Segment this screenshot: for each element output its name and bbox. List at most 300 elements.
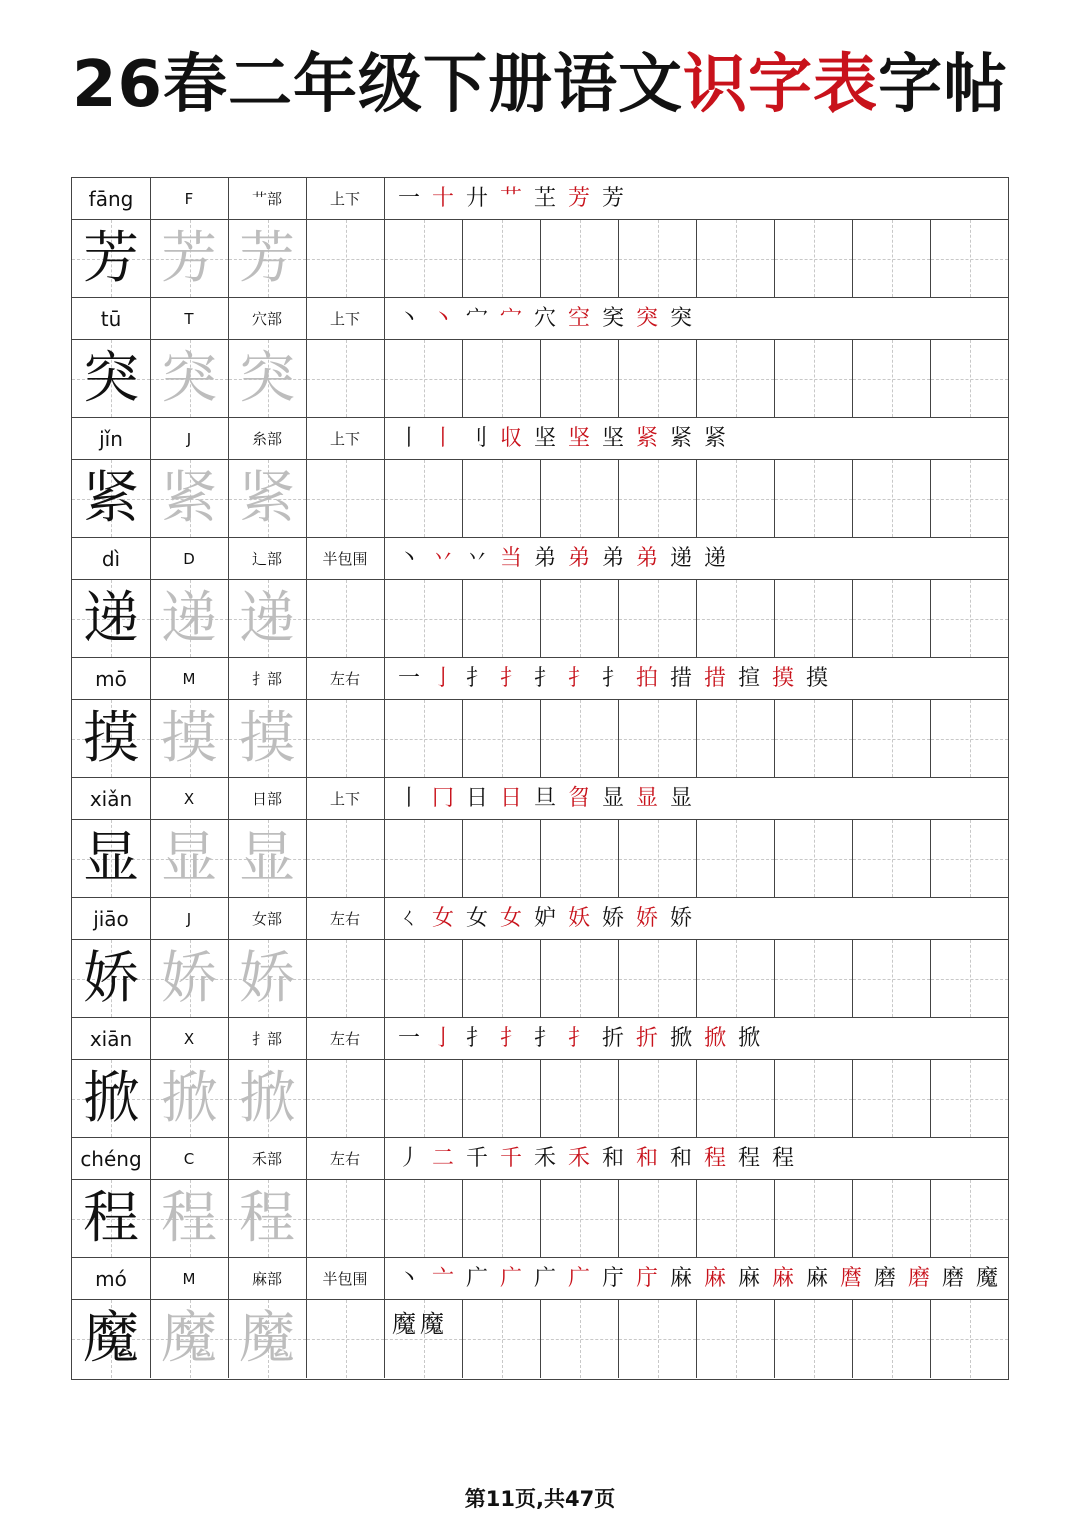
- stroke-order: [384, 1258, 1008, 1300]
- trace-character: 紧: [239, 466, 295, 531]
- practice-cell[interactable]: [696, 1060, 774, 1137]
- guide-line: [814, 1060, 815, 1137]
- stroke-step: 丶: [397, 306, 420, 331]
- practice-cell[interactable]: [462, 220, 540, 297]
- practice-cell[interactable]: [618, 700, 696, 777]
- info-row: [72, 658, 1008, 700]
- guide-line: [970, 1180, 971, 1257]
- practice-cell[interactable]: [540, 1180, 618, 1257]
- stroke-step: 千: [499, 1146, 522, 1171]
- stroke-order: [384, 658, 1008, 700]
- stroke-step: 旦: [533, 786, 556, 811]
- page-title: [0, 40, 1080, 130]
- stroke-step: 一: [397, 1026, 420, 1051]
- practice-cell[interactable]: [852, 580, 930, 657]
- pinyin-label: jiāo: [93, 907, 129, 931]
- stroke-step: 女: [465, 906, 488, 931]
- model-character: 突: [83, 346, 139, 411]
- trace-character: 掀: [161, 1066, 217, 1131]
- stroke-step: 扌: [567, 666, 590, 691]
- stroke-step: 弟: [533, 546, 556, 571]
- stroke-step: 突: [635, 306, 658, 331]
- stroke-step: 掀: [669, 1026, 692, 1051]
- guide-line: [736, 220, 737, 297]
- stroke-step: 女: [499, 906, 522, 931]
- model-character: 显: [83, 826, 139, 891]
- guide-line: [580, 580, 581, 657]
- stroke-step: 麿: [839, 1266, 862, 1291]
- guide-line: [658, 700, 659, 777]
- practice-cell[interactable]: [696, 340, 774, 417]
- stroke-step: 紧: [635, 426, 658, 451]
- practice-cell[interactable]: [930, 1180, 1008, 1257]
- practice-cell[interactable]: [306, 460, 384, 537]
- guide-line: [736, 1060, 737, 1137]
- guide-line: [736, 1180, 737, 1257]
- practice-cell[interactable]: [774, 1060, 852, 1137]
- practice-cell[interactable]: [618, 1300, 696, 1378]
- info-row: [72, 1258, 1008, 1300]
- stroke-step: 冂: [431, 786, 454, 811]
- guide-line: [814, 700, 815, 777]
- practice-grid-row: [72, 1300, 1008, 1378]
- practice-cell[interactable]: [384, 220, 462, 297]
- structure-label: 上下: [329, 790, 360, 808]
- practice-cell[interactable]: [774, 820, 852, 897]
- guide-line: [502, 940, 503, 1017]
- stroke-step: 程: [771, 1146, 794, 1171]
- practice-cell[interactable]: [618, 220, 696, 297]
- practice-cell[interactable]: [384, 820, 462, 897]
- guide-line: [892, 1060, 893, 1137]
- practice-cell[interactable]: [618, 1060, 696, 1137]
- stroke-step: 亠: [431, 1266, 454, 1291]
- practice-cell[interactable]: [462, 460, 540, 537]
- stroke-step: 庁: [635, 1266, 658, 1291]
- practice-cell[interactable]: [462, 820, 540, 897]
- practice-cell[interactable]: [774, 340, 852, 417]
- guide-line: [580, 460, 581, 537]
- guide-line: [502, 1300, 503, 1378]
- guide-line: [892, 940, 893, 1017]
- practice-cell[interactable]: [852, 1060, 930, 1137]
- practice-grid-row: [72, 1060, 1008, 1138]
- stroke-step: 亅: [431, 666, 454, 691]
- practice-cell[interactable]: [852, 340, 930, 417]
- practice-cell[interactable]: [930, 1060, 1008, 1137]
- trace-character: 突: [161, 346, 217, 411]
- guide-line: [814, 220, 815, 297]
- guide-line: [970, 220, 971, 297]
- structure-label: 左右: [329, 670, 360, 688]
- guide-line: [892, 700, 893, 777]
- structure-label: 左右: [329, 1150, 360, 1168]
- pinyin-label: xiǎn: [89, 787, 133, 811]
- page-footer: 第11页,共47页: [464, 1487, 616, 1511]
- stroke-step: 坚: [601, 426, 624, 451]
- stroke-step: 广: [567, 1266, 590, 1291]
- guide-line: [502, 1180, 503, 1257]
- stroke-step: 穾: [601, 306, 624, 331]
- guide-line: [346, 580, 347, 657]
- practice-cell[interactable]: [696, 700, 774, 777]
- practice-cell[interactable]: [930, 700, 1008, 777]
- practice-cell[interactable]: [384, 700, 462, 777]
- stroke-step: 揎: [737, 666, 760, 691]
- guide-line: [580, 940, 581, 1017]
- stroke-step: 磨: [873, 1266, 896, 1291]
- title-red: 识字表: [683, 48, 879, 122]
- stroke-order: [384, 1138, 1008, 1180]
- guide-line: [736, 700, 737, 777]
- practice-cell[interactable]: [384, 1180, 462, 1257]
- stroke-step: 折: [635, 1026, 658, 1051]
- practice-cell[interactable]: [306, 220, 384, 297]
- practice-cell[interactable]: [852, 700, 930, 777]
- stroke-order: [384, 898, 1008, 940]
- stroke-step: 麻: [805, 1266, 828, 1291]
- structure-label: 上下: [329, 310, 360, 328]
- guide-line: [814, 460, 815, 537]
- guide-line: [346, 940, 347, 1017]
- model-character: 娇: [83, 946, 139, 1011]
- practice-cell[interactable]: [306, 1180, 384, 1257]
- guide-line: [736, 580, 737, 657]
- practice-cell[interactable]: [462, 1300, 540, 1378]
- model-character: 魔: [83, 1306, 139, 1371]
- practice-sheet: [71, 177, 1009, 1380]
- guide-line: [424, 1180, 425, 1257]
- guide-line: [502, 340, 503, 417]
- practice-cell[interactable]: [462, 1180, 540, 1257]
- guide-line: [658, 580, 659, 657]
- stroke-step: 掀: [737, 1026, 760, 1051]
- stroke-step: 拍: [635, 666, 658, 691]
- stroke-step: 扌: [465, 1026, 488, 1051]
- practice-cell[interactable]: [930, 580, 1008, 657]
- guide-line: [658, 820, 659, 897]
- info-row: [72, 898, 1008, 940]
- model-character: 掀: [83, 1066, 139, 1131]
- stroke-step: 磨: [907, 1266, 930, 1291]
- stroke-step: 丨: [397, 426, 420, 451]
- radical-label: 穴部: [251, 310, 282, 328]
- guide-line: [424, 700, 425, 777]
- practice-cell[interactable]: [306, 940, 384, 1017]
- stroke-step: 紧: [703, 426, 726, 451]
- practice-cell[interactable]: [306, 820, 384, 897]
- practice-cell[interactable]: [696, 1300, 774, 1378]
- practice-cell[interactable]: [774, 580, 852, 657]
- stroke-step: 当: [499, 546, 522, 571]
- stroke-step: 二: [431, 1146, 454, 1171]
- stroke-step: 扌: [601, 666, 624, 691]
- radical-label: 麻部: [251, 1270, 282, 1288]
- info-row: [72, 298, 1008, 340]
- stroke-step: 丶: [397, 546, 420, 571]
- practice-cell[interactable]: [540, 220, 618, 297]
- practice-grid-row: [72, 460, 1008, 538]
- model-character: 紧: [83, 466, 139, 531]
- stroke-step: 显: [669, 786, 692, 811]
- practice-cell[interactable]: [384, 340, 462, 417]
- guide-line: [580, 1060, 581, 1137]
- stroke-step: 措: [669, 666, 692, 691]
- practice-cell[interactable]: [696, 220, 774, 297]
- model-character: 摸: [83, 706, 139, 771]
- stroke-step: 广: [499, 1266, 522, 1291]
- guide-line: [580, 1300, 581, 1378]
- guide-line: [424, 340, 425, 417]
- practice-cell[interactable]: [618, 1180, 696, 1257]
- stroke-step: 禾: [533, 1146, 556, 1171]
- guide-line: [502, 220, 503, 297]
- stroke-step: 和: [601, 1146, 624, 1171]
- radical-label: 扌部: [251, 670, 282, 688]
- guide-line: [346, 1300, 347, 1378]
- practice-cell[interactable]: [774, 700, 852, 777]
- practice-cell[interactable]: [540, 1060, 618, 1137]
- stroke-step: 丷: [465, 546, 488, 571]
- stroke-step: 丷: [431, 546, 454, 571]
- pinyin-label: dì: [101, 547, 121, 571]
- practice-cell[interactable]: [930, 220, 1008, 297]
- radical-label: 女部: [251, 910, 282, 928]
- practice-cell[interactable]: [462, 700, 540, 777]
- stroke-step: 芳: [601, 186, 624, 211]
- stroke-step: 宀: [465, 306, 488, 331]
- stroke-step: 丿: [397, 1146, 420, 1171]
- stroke-step: 娇: [601, 906, 624, 931]
- model-character: 程: [83, 1186, 139, 1251]
- trace-character: 娇: [161, 946, 217, 1011]
- guide-line: [970, 940, 971, 1017]
- trace-character: 突: [239, 346, 295, 411]
- info-row: [72, 1138, 1008, 1180]
- title-tail: 字帖: [878, 48, 1009, 122]
- stroke-step: 突: [669, 306, 692, 331]
- stroke-step: 日: [499, 786, 522, 811]
- stroke-step: 坚: [533, 426, 556, 451]
- stroke-step: 芏: [533, 186, 556, 211]
- practice-cell[interactable]: [618, 340, 696, 417]
- practice-cell[interactable]: [930, 820, 1008, 897]
- stroke-step: 穴: [533, 306, 556, 331]
- guide-line: [892, 1180, 893, 1257]
- trace-character: 显: [239, 826, 295, 891]
- practice-cell[interactable]: [540, 580, 618, 657]
- initial-letter: X: [183, 790, 195, 808]
- radical-label: 辶部: [251, 550, 282, 568]
- practice-cell[interactable]: [540, 940, 618, 1017]
- guide-line: [970, 1300, 971, 1378]
- guide-line: [580, 340, 581, 417]
- practice-cell[interactable]: [306, 340, 384, 417]
- practice-grid-row: [72, 220, 1008, 298]
- stroke-step: 千: [465, 1146, 488, 1171]
- info-row: [72, 1018, 1008, 1060]
- practice-cell[interactable]: [774, 220, 852, 297]
- stroke-order: [384, 178, 1008, 220]
- practice-cell[interactable]: [384, 460, 462, 537]
- practice-cell[interactable]: [696, 1180, 774, 1257]
- practice-cell[interactable]: [306, 700, 384, 777]
- practice-cell[interactable]: [930, 340, 1008, 417]
- initial-letter: X: [183, 1030, 195, 1048]
- guide-line: [502, 460, 503, 537]
- practice-cell[interactable]: [618, 820, 696, 897]
- info-row: [72, 538, 1008, 580]
- stroke-step: 扌: [567, 1026, 590, 1051]
- stroke-step: 摸: [805, 666, 828, 691]
- stroke-step: 麻: [703, 1266, 726, 1291]
- trace-character: 魔: [239, 1306, 295, 1371]
- practice-cell[interactable]: [696, 580, 774, 657]
- stroke-step: 磨: [941, 1266, 964, 1291]
- practice-cell[interactable]: [774, 940, 852, 1017]
- trace-character: 递: [161, 586, 217, 651]
- practice-cell[interactable]: [462, 580, 540, 657]
- practice-cell[interactable]: [306, 1300, 384, 1378]
- guide-line: [424, 220, 425, 297]
- guide-line: [814, 940, 815, 1017]
- trace-character: 递: [239, 586, 295, 651]
- practice-cell[interactable]: [384, 1060, 462, 1137]
- stroke-step: 掀: [703, 1026, 726, 1051]
- guide-line: [424, 460, 425, 537]
- stroke-step: 显: [635, 786, 658, 811]
- stroke-step: 刂: [465, 426, 488, 451]
- stroke-step: 庁: [601, 1266, 624, 1291]
- structure-label: 半包围: [322, 1270, 368, 1288]
- radical-label: 扌部: [251, 1030, 282, 1048]
- pinyin-label: chéng: [80, 1147, 142, 1171]
- stroke-step: 弟: [567, 546, 590, 571]
- guide-line: [970, 700, 971, 777]
- practice-cell[interactable]: [618, 460, 696, 537]
- practice-cell[interactable]: [852, 940, 930, 1017]
- stroke-step: 扌: [499, 1026, 522, 1051]
- guide-line: [580, 220, 581, 297]
- trace-character: 芳: [239, 226, 295, 291]
- practice-cell[interactable]: [462, 1060, 540, 1137]
- stroke-step: 宀: [499, 306, 522, 331]
- practice-cell[interactable]: [384, 940, 462, 1017]
- practice-cell[interactable]: [540, 700, 618, 777]
- practice-cell[interactable]: [774, 1300, 852, 1378]
- practice-cell[interactable]: [852, 460, 930, 537]
- guide-line: [658, 460, 659, 537]
- pinyin-label: fāng: [88, 187, 134, 211]
- guide-line: [346, 340, 347, 417]
- guide-line: [424, 1060, 425, 1137]
- trace-character: 程: [161, 1186, 217, 1251]
- practice-cell[interactable]: [774, 1180, 852, 1257]
- pinyin-label: tū: [100, 307, 122, 331]
- guide-line: [658, 1060, 659, 1137]
- stroke-step: 㫚: [567, 786, 590, 811]
- practice-cell[interactable]: [852, 220, 930, 297]
- guide-line: [892, 340, 893, 417]
- stroke-step: 日: [465, 786, 488, 811]
- practice-grid-row: [72, 580, 1008, 658]
- initial-letter: J: [186, 430, 192, 448]
- info-row: [72, 778, 1008, 820]
- stroke-step: 収: [499, 426, 522, 451]
- stroke-step: 递: [669, 546, 692, 571]
- stroke-step: 扌: [533, 666, 556, 691]
- stroke-step: 措: [703, 666, 726, 691]
- guide-line: [346, 1060, 347, 1137]
- stroke-step: 妖: [567, 906, 590, 931]
- trace-character: 紧: [161, 466, 217, 531]
- stroke-step: 显: [601, 786, 624, 811]
- guide-line: [736, 820, 737, 897]
- practice-grid-row: [72, 1180, 1008, 1258]
- practice-cell[interactable]: [930, 1300, 1008, 1378]
- practice-grid-row: [72, 700, 1008, 778]
- stroke-step: 递: [703, 546, 726, 571]
- pinyin-label: xiān: [89, 1027, 133, 1051]
- guide-line: [736, 340, 737, 417]
- trace-character: 掀: [239, 1066, 295, 1131]
- trace-character: 显: [161, 826, 217, 891]
- stroke-order: [384, 778, 1008, 820]
- practice-cell[interactable]: [618, 940, 696, 1017]
- guide-line: [658, 220, 659, 297]
- stroke-step: 程: [737, 1146, 760, 1171]
- practice-cell[interactable]: [930, 940, 1008, 1017]
- guide-line: [736, 1300, 737, 1378]
- practice-cell[interactable]: [384, 580, 462, 657]
- practice-cell[interactable]: [696, 460, 774, 537]
- practice-cell[interactable]: [540, 460, 618, 537]
- practice-cell[interactable]: [306, 1060, 384, 1137]
- stroke-order: [384, 1018, 1008, 1060]
- stroke-step: 丨: [397, 786, 420, 811]
- radical-label: 糸部: [251, 430, 282, 448]
- stroke-order: [384, 418, 1008, 460]
- practice-cell[interactable]: [774, 460, 852, 537]
- practice-cell[interactable]: [306, 580, 384, 657]
- practice-cell[interactable]: [540, 820, 618, 897]
- stroke-step: 艹: [499, 186, 522, 211]
- practice-cell[interactable]: [540, 340, 618, 417]
- info-row: [72, 178, 1008, 220]
- guide-line: [346, 220, 347, 297]
- practice-cell[interactable]: [462, 940, 540, 1017]
- guide-line: [892, 820, 893, 897]
- practice-cell[interactable]: [696, 940, 774, 1017]
- structure-label: 左右: [329, 1030, 360, 1048]
- practice-cell[interactable]: [540, 1300, 618, 1378]
- stroke-order: [384, 298, 1008, 340]
- practice-cell[interactable]: [930, 460, 1008, 537]
- practice-cell[interactable]: [696, 820, 774, 897]
- practice-cell[interactable]: [852, 820, 930, 897]
- initial-letter: J: [186, 910, 192, 928]
- stroke-step: 丶: [397, 1266, 420, 1291]
- trace-character: 摸: [161, 706, 217, 771]
- guide-line: [658, 1300, 659, 1378]
- stroke-step: 麻: [669, 1266, 692, 1291]
- practice-cell[interactable]: [618, 580, 696, 657]
- practice-cell[interactable]: [852, 1300, 930, 1378]
- practice-cell[interactable]: [852, 1180, 930, 1257]
- practice-cell[interactable]: [462, 340, 540, 417]
- structure-label: 上下: [329, 430, 360, 448]
- stroke-step: 丶: [431, 306, 454, 331]
